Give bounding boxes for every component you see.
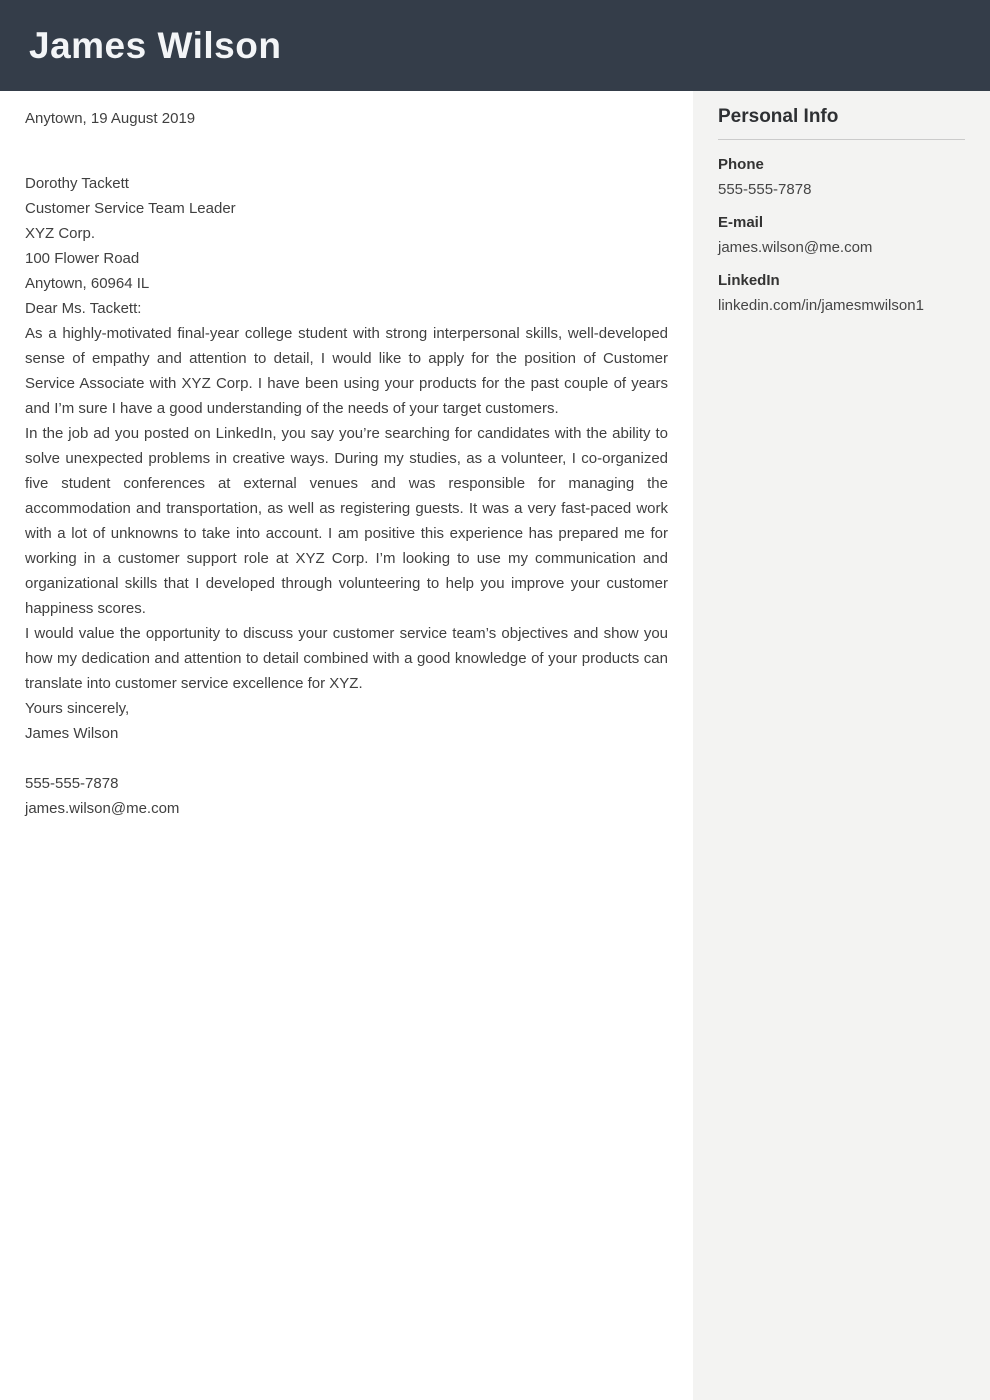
letter-paragraph: In the job ad you posted on LinkedIn, you say you’re searching for candidates with the ability to solve unexpected problems in creative ways. During my studies, as a volunteer, I co-organized five student conferences at external venues and was responsible for managing the accommodation and transportation, as well as registering guests. It was a very fast-paced work with a lot of unknowns to take into account. I am positive this experience has prepared me for working in a customer support role at XYZ Corp. I’m looking to use my communication and organizational skills that I developed through volunteering to help you improve your customer happiness scores. — [25, 425, 668, 617]
personal-info-sidebar — [693, 91, 990, 1400]
recipient-name: Dorothy Tackett — [25, 175, 129, 192]
signature-name: James Wilson — [25, 725, 119, 742]
sidebar-title: Personal Info — [718, 104, 965, 140]
info-label: Phone — [718, 156, 764, 173]
info-label: E-mail — [718, 214, 764, 231]
letter-paragraph: I would value the opportunity to discuss your customer service team’s objectives and show you how my dedication and attention to detail combined with a good knowledge of your products can translate into customer service excellence for XYZ. — [25, 625, 668, 692]
greeting-line: Dear Ms. Tackett: — [25, 300, 142, 317]
date-line: Anytown, 19 August 2019 — [25, 110, 196, 127]
info-label: LinkedIn — [718, 272, 780, 289]
recipient-title: Customer Service Team Leader — [25, 200, 236, 217]
info-item-phone — [718, 152, 965, 202]
letter-column — [0, 91, 693, 1400]
recipient-company: XYZ Corp. — [25, 225, 96, 242]
recipient-city: Anytown, 60964 IL — [25, 275, 150, 292]
recipient-street: 100 Flower Road — [25, 250, 140, 267]
applicant-name: James Wilson — [29, 24, 282, 66]
signature-contact-block — [25, 771, 668, 821]
recipient-block — [25, 171, 668, 296]
personal-info-list — [718, 152, 965, 318]
document-body — [0, 91, 990, 1400]
info-item-email — [718, 210, 965, 260]
signature-phone: 555-555-7878 — [25, 775, 119, 792]
signature-email: james.wilson@me.com — [25, 800, 180, 817]
closing-line: Yours sincerely, — [25, 700, 130, 717]
document-header — [0, 0, 990, 91]
email-value: james.wilson@me.com — [718, 239, 873, 256]
info-item-linkedin — [718, 268, 965, 318]
linkedin-value: linkedin.com/in/jamesmwilson1 — [718, 297, 924, 314]
letter-paragraph: As a highly-motivated final-year college student with strong interpersonal skills, well-developed sense of empathy and attention to detail, I would like to apply for the position of Customer Service Associate with XYZ Corp. I have been using your products for the past couple of years and I’m sure I have a good understanding of the needs of your target customers. — [25, 325, 668, 417]
phone-value: 555-555-7878 — [718, 181, 812, 198]
